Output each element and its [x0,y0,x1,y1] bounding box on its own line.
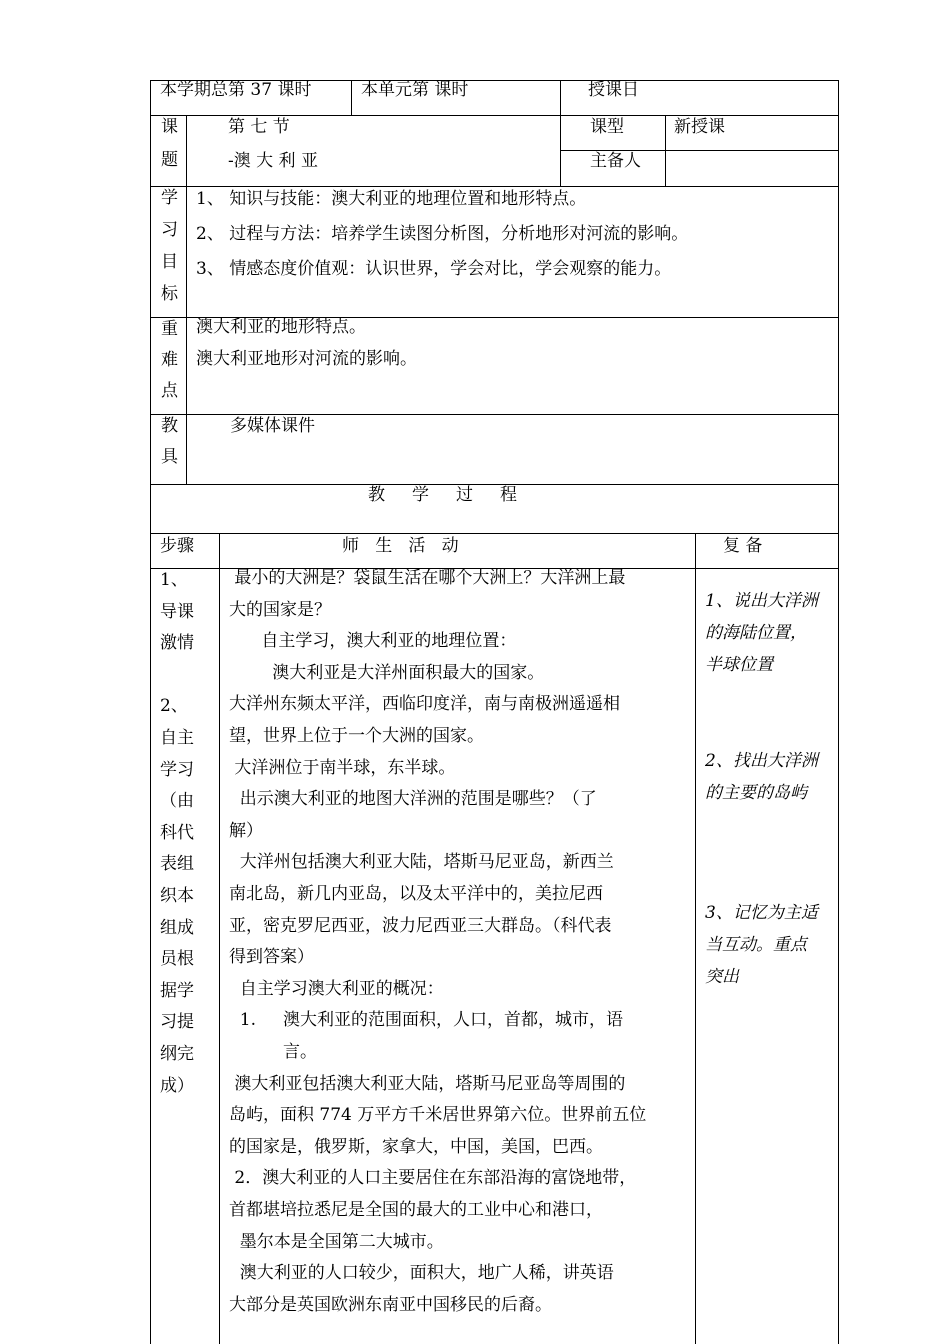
step-label: 纲完 [160,1044,194,1064]
activity-line: 南北岛，新几内亚岛，以及太平洋中的，美拉尼西 [229,884,603,904]
step-label: 科代 [160,822,194,843]
review-note-line: 2、找出大洋洲 [705,751,818,771]
review-note-line: 的海陆位置， [705,623,807,643]
step-label: 据学 [160,980,194,1001]
step-label: （由 [160,791,194,812]
col-review-header: 复 备 [723,536,763,556]
step-label: 2、 [160,696,188,717]
tools-value: 多媒体课件 [230,416,315,436]
col-step-header: 步骤 [160,536,194,556]
step-label: 员根 [160,949,194,970]
step-label: 组成 [160,917,194,938]
activity-line: 解） [229,820,263,841]
step-label: 激情 [160,633,194,654]
rule [150,80,151,1344]
step-label: 习提 [160,1012,194,1033]
topic-line1: 第 七 节 [228,117,290,137]
topic-line2: -澳 大 利 亚 [228,151,318,171]
keypoints-label: 点 [161,381,178,401]
objectives-label: 习 [161,220,178,240]
step-label: 成） [160,1075,194,1096]
lesson-type-label: 课型 [590,117,624,137]
rule [150,414,839,415]
activity-line: 亚，密克罗尼西亚，波力尼西亚三大群岛。（科代表 [229,915,612,936]
step-label: 导课 [160,601,194,622]
lesson-type-value: 新授课 [674,117,725,137]
unit-period: 本单元第 课时 [361,80,469,100]
col-activity-header: 师 生 活 动 [342,536,459,556]
keypoints-label: 重 [161,319,178,339]
rule [838,80,839,1344]
activity-line: 首都堪培拉悉尼是全国的最大的工业中心和港口， [229,1200,603,1220]
review-note-line: 1、说出大洋洲 [705,591,818,611]
rule [150,115,839,116]
activity-line: 大洋州东频太平洋，西临印度洋，南与南极洲遥遥相 [229,694,620,715]
activity-line: 澳大利亚是大洋州面积最大的国家。 [229,662,545,683]
rule [150,533,839,534]
keypoint-item: 澳大利亚地形对河流的影响。 [196,349,417,369]
rule [186,115,187,484]
activity-line: 大洋洲位于南半球，东半球。 [229,757,456,778]
objective-item: 3、 情感态度价值观：认识世界，学会对比，学会观察的能力。 [196,259,672,279]
process-title: 教 学 过 程 [368,485,518,505]
objectives-label: 标 [161,284,178,304]
review-note-line: 当互动。重点 [705,935,807,955]
activity-line: 2．澳大利亚的人口主要居住在东部沿海的富饶地带， [229,1168,637,1189]
topic-label: 课 [161,117,178,137]
step-label: 学习 [160,759,194,780]
preparer-label: 主备人 [590,151,641,171]
objective-item: 1、 知识与技能：澳大利亚的地理位置和地形特点。 [196,189,587,209]
review-note-line: 突出 [705,967,739,987]
activity-line: 澳大利亚的人口较少，面积大，地广人稀，讲英语 [229,1263,614,1284]
keypoints-label: 难 [161,350,178,370]
activity-line: 岛屿，面积 774 万平方千米居世界第六位。世界前五位 [229,1105,647,1126]
activity-line: 自主学习澳大利亚的概况： [229,978,444,999]
tools-label: 教 [161,416,178,436]
activity-line: 墨尔本是全国第二大城市。 [229,1231,444,1252]
activity-line: 1. 澳大利亚的范围面积，人口，首都，城市，语 [229,1010,624,1031]
rule [560,80,561,186]
activity-line: 言。 [229,1042,318,1062]
activity-line: 望，世界上位于一个大洲的国家。 [229,726,484,746]
objectives-label: 学 [161,188,178,208]
rule [665,115,666,186]
activity-line: 大部分是英国欧洲东南亚中国移民的后裔。 [229,1294,552,1315]
tools-label: 具 [161,447,178,467]
step-label: 表组 [160,854,194,875]
objective-item: 2、 过程与方法：培养学生读图分析图，分析地形对河流的影响。 [196,224,689,244]
review-note-line: 3、记忆为主适 [705,903,818,923]
activity-line: 大的国家是？ [229,599,331,620]
step-label: 1、 [160,570,188,590]
activity-line: 最小的大洲是？袋鼠生活在哪个大洲上？大洋洲上最 [229,568,626,588]
keypoint-item: 澳大利亚的地形特点。 [196,317,366,337]
objectives-label: 目 [161,252,178,272]
activity-line: 澳大利亚包括澳大利亚大陆，塔斯马尼亚岛等周围的 [229,1073,626,1094]
rule [150,186,839,187]
activity-line: 的国家是，俄罗斯，家拿大，中国，美国，巴西。 [229,1136,603,1157]
rule [351,80,352,115]
review-note-line: 的主要的岛屿 [705,783,807,803]
topic-label: 题 [161,150,178,170]
lesson-day-label: 授课日 [588,80,639,100]
activity-line: 出示澳大利亚的地图大洋洲的范围是哪些？（了 [229,789,597,810]
activity-line: 得到答案） [229,947,314,968]
review-note-line: 半球位置 [705,655,773,675]
step-label: 自主 [160,728,194,748]
rule [695,533,696,1344]
activity-line: 大洋州包括澳大利亚大陆，塔斯马尼亚岛，新西兰 [229,852,614,873]
step-label: 织本 [160,886,194,906]
activity-line: 自主学习，澳大利亚的地理位置： [229,631,517,652]
total-period: 本学期总第 37 课时 [160,80,312,100]
rule [219,533,220,1344]
